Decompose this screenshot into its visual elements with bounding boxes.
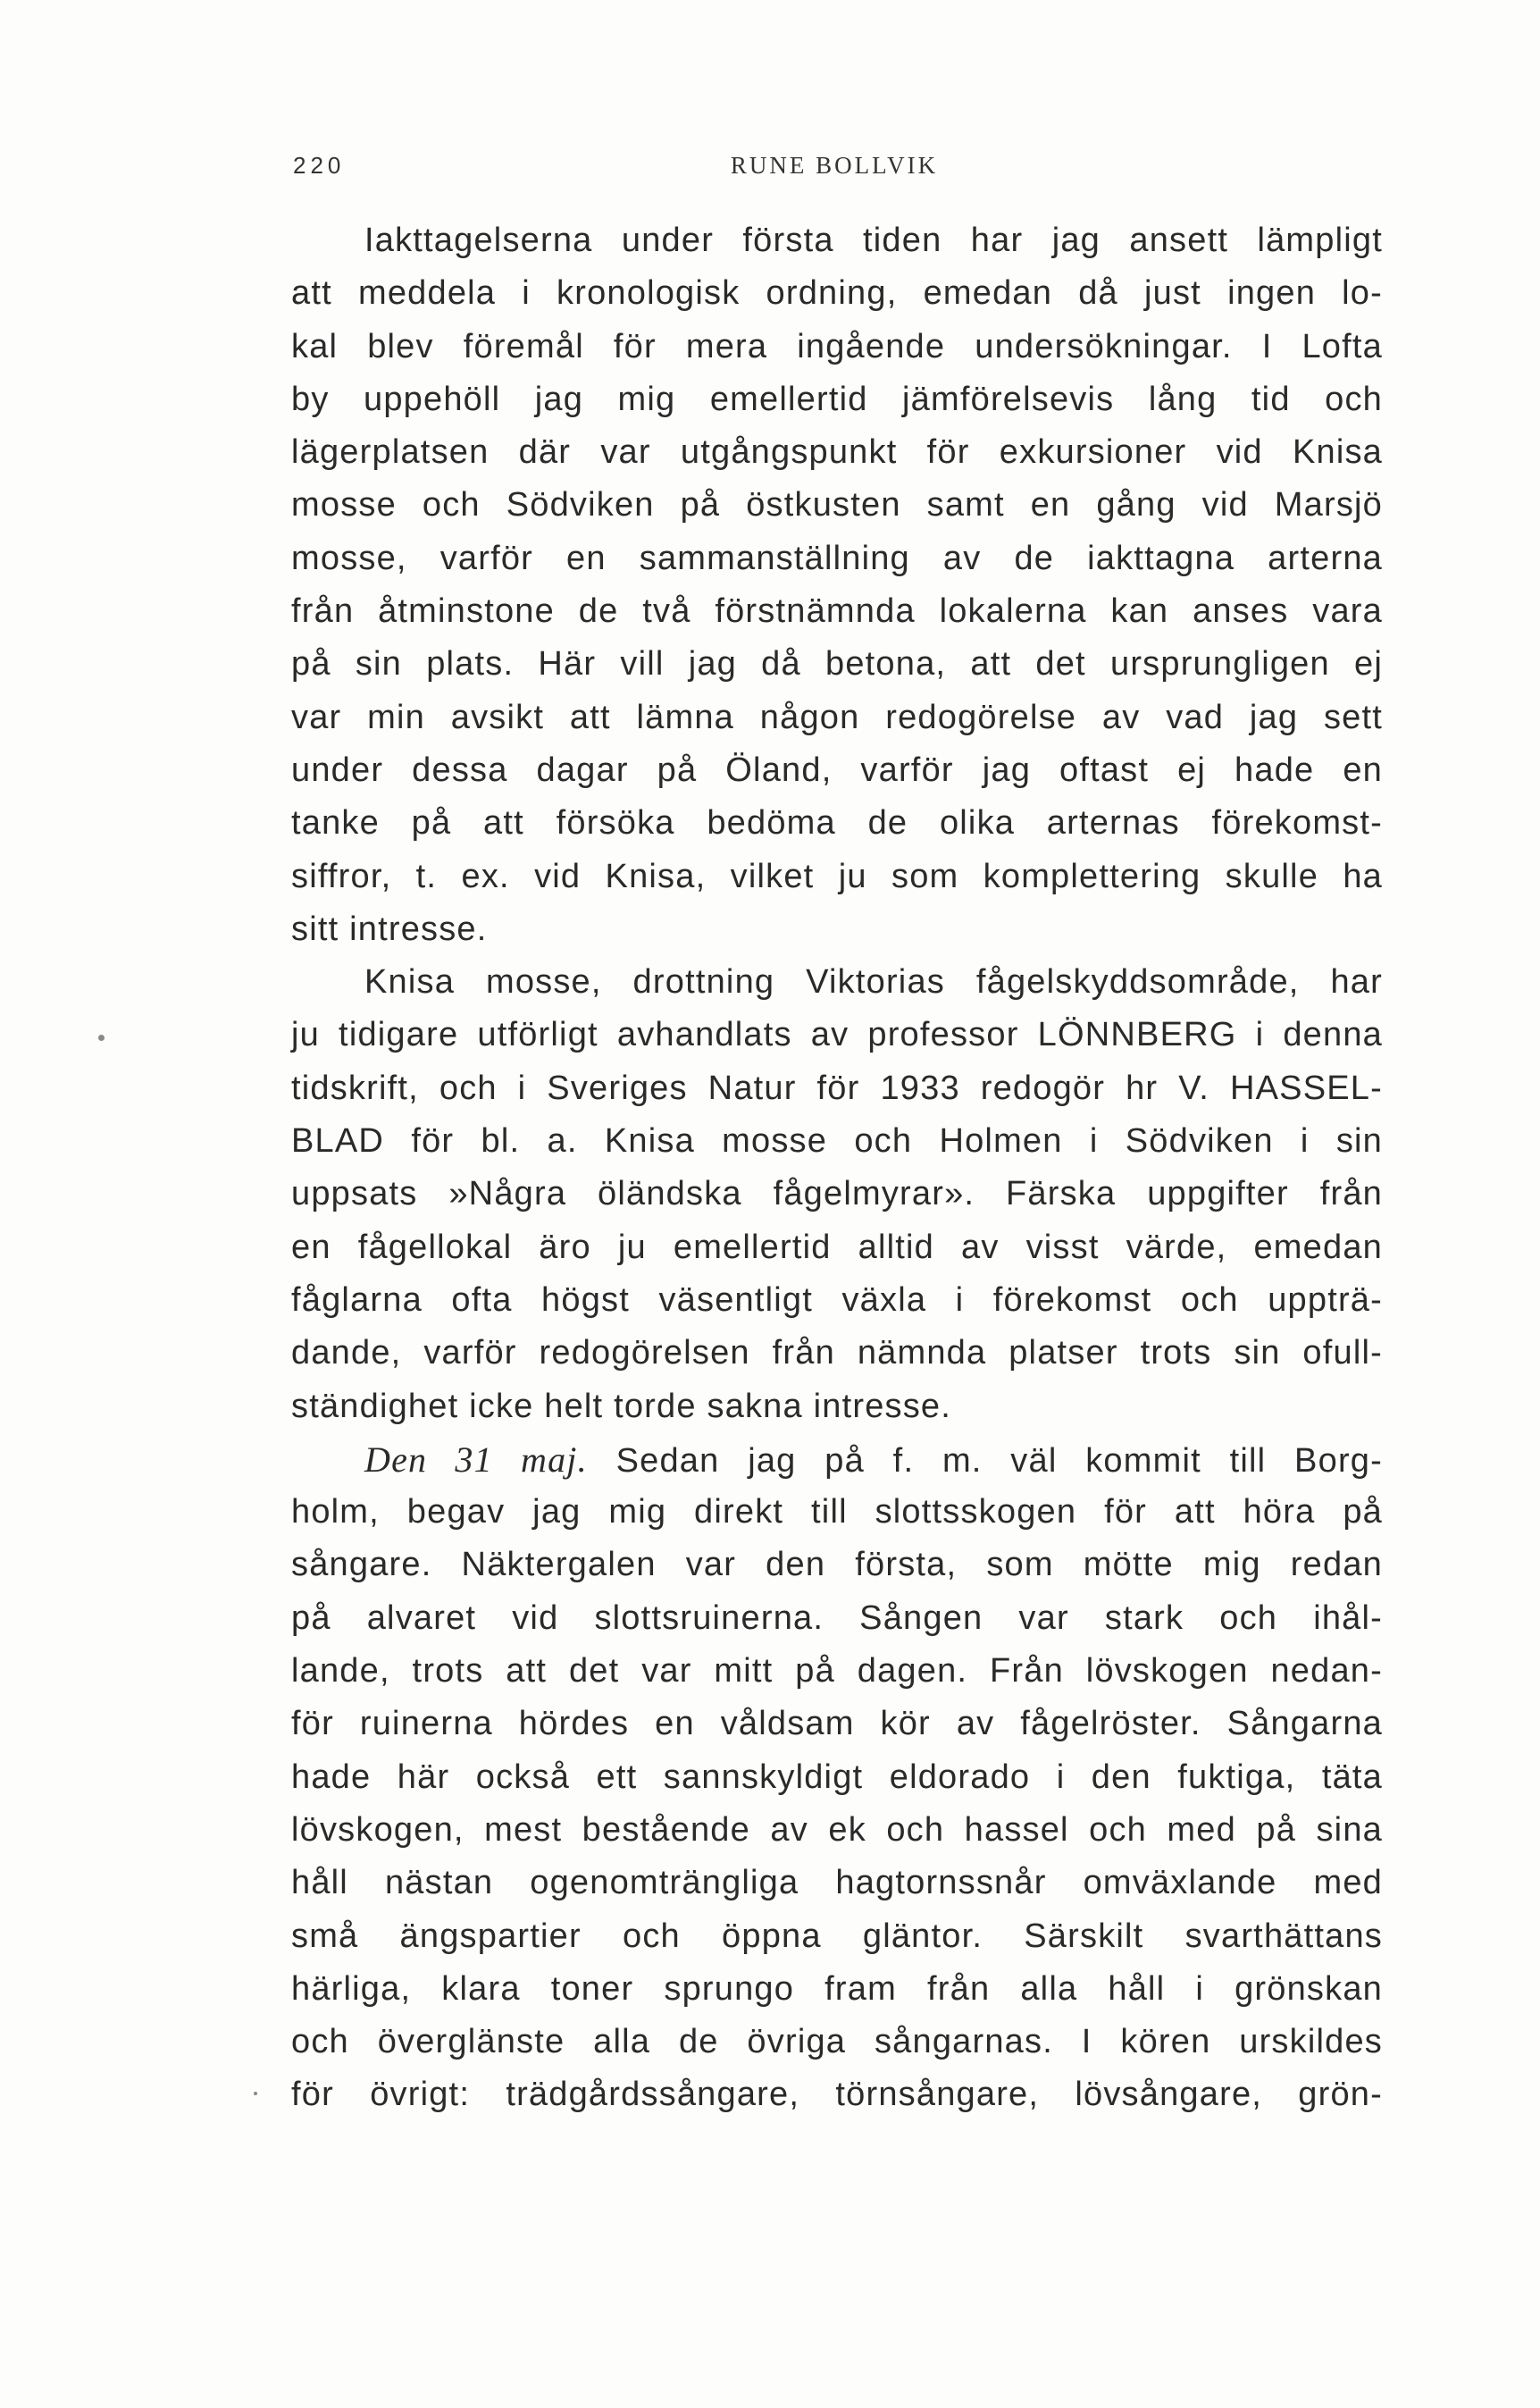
text-line: på alvaret vid slottsruinerna. Sången var stark och ihål- (291, 1598, 1383, 1637)
margin-speck (98, 1035, 105, 1041)
text-line: lande, trots att det var mitt på dagen. Från lövskogen nedan- (291, 1652, 1383, 1691)
text-line: BLAD för bl. a. Knisa mosse och Holmen i Södviken i sin (291, 1122, 1383, 1161)
text-line: by uppehöll jag mig emellertid jämförelsevis lång tid och (291, 380, 1383, 418)
text-line: tidskrift, och i Sveriges Natur för 1933 redogör hr V. HASSEL- (291, 1069, 1383, 1107)
running-head: RUNE BOLLVIK (730, 152, 939, 179)
text-line: sångare. Näktergalen var den första, som mötte mig redan (291, 1546, 1383, 1584)
text-line: håll nästan ogenomträngliga hagtornssnår omväxlande med (291, 1864, 1383, 1902)
text-line: sitt intresse. (291, 910, 488, 948)
text-line: härliga, klara toner sprungo fram från alla håll i grönskan (291, 1969, 1383, 2008)
text-line: under dessa dagar på Öland, varför jag oftast ej hade en (291, 751, 1383, 789)
text-line: att meddela i kronologisk ordning, emedan då just ingen lo- (291, 274, 1383, 313)
text-line: tanke på att försöka bedöma de olika arternas förekomst- (291, 804, 1383, 843)
date-heading: Den 31 maj. (364, 1439, 588, 1480)
text-line: från åtminstone de två förstnämnda lokalerna kan anses vara (291, 592, 1383, 631)
text-line: kal blev föremål för mera ingående undersökningar. I Lofta (291, 327, 1383, 365)
text-line: för övrigt: trädgårdssångare, törnsångare, lövsångare, grön- (291, 2076, 1383, 2114)
text-line: ständighet icke helt torde sakna intresse. (291, 1387, 952, 1425)
text-line: mosse och Södviken på östkusten samt en gång vid Marsjö (291, 486, 1383, 524)
text-line: Iakttagelserna under första tiden har jag ansett lämpligt (364, 222, 1383, 259)
text-line: och överglänste alla de övriga sångarnas. I kören urskildes (291, 2023, 1383, 2061)
text-line: för ruinerna hördes en våldsam kör av fågelröster. Sångarna (291, 1705, 1383, 1743)
text-line-rest: Sedan jag på f. m. väl kommit till Borg- (615, 1441, 1383, 1480)
text-line: lövskogen, mest bestående av ek och hassel och med på sina (291, 1810, 1383, 1849)
text-line-with-date (291, 1433, 1383, 1486)
text-line: dande, varför redogörelsen från nämnda platser trots sin ofull- (291, 1334, 1383, 1372)
page-number: 220 (293, 152, 346, 179)
text-line: Knisa mosse, drottning Viktorias fågelskyddsområde, har (364, 963, 1383, 1002)
text-line: lägerplatsen där var utgångspunkt för exkursioner vid Knisa (291, 433, 1383, 472)
margin-speck (254, 2092, 257, 2095)
text-line: ju tidigare utförligt avhandlats av professor LÖNNBERG i denna (291, 1016, 1383, 1054)
text-line: fåglarna ofta högst väsentligt växla i förekomst och uppträ- (291, 1280, 1383, 1319)
text-line: mosse, varför en sammanställning av de iakttagna arterna (291, 539, 1383, 577)
text-line: på sin plats. Här vill jag då betona, att det ursprungligen ej (291, 645, 1383, 684)
text-line: små ängspartier och öppna gläntor. Särskilt svarthättans (291, 1917, 1383, 1955)
page-header (293, 152, 1376, 188)
text-line: holm, begav jag mig direkt till slottsskogen för att höra på (291, 1493, 1383, 1531)
text-line: hade här också ett sannskyldigt eldorado i den fuktiga, täta (291, 1758, 1383, 1796)
body-text (291, 214, 1383, 2122)
text-line: en fågellokal äro ju emellertid alltid av visst värde, emedan (291, 1228, 1383, 1266)
text-line: siffror, t. ex. vid Knisa, vilket ju som komplettering skulle ha (291, 857, 1383, 895)
text-line: uppsats »Några öländska fågelmyrar». Färska uppgifter från (291, 1175, 1383, 1213)
text-line: var min avsikt att lämna någon redogörelse av vad jag sett (291, 698, 1383, 736)
